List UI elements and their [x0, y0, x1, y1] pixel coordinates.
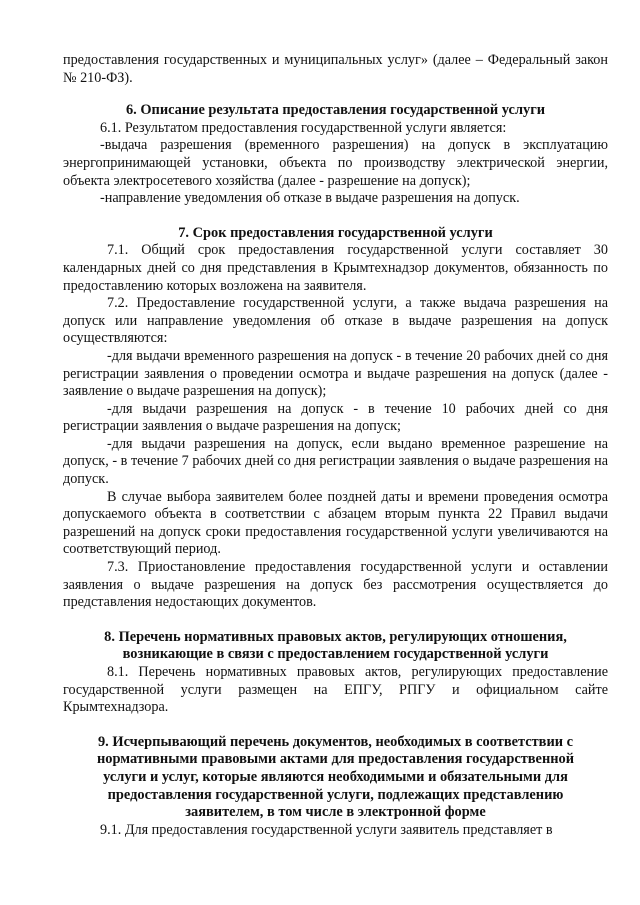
section-7-paragraph-7: 7.3. Приостановление предоставления государственной услуги и оставлении заявления о выдаче разрешения на допуск без рассмотрения осуществляется до представления недостающих документов. [63, 559, 608, 611]
section-7-paragraph-2: 7.2. Предоставление государственной услуги, а также выдача разрешения на допуск или направление уведомления об отказе в выдаче разрешения на допуск осуществляются: [63, 295, 608, 347]
document-page [63, 52, 608, 839]
section-9-paragraph-1: 9.1. Для предоставления государственной услуги заявитель представляет в [100, 821, 553, 838]
section-8 [63, 629, 608, 717]
section-6-paragraph-2: -выдача разрешения (временного разрешения) на допуск в эксплуатацию энергопринимающей установки, объекта по производству электрической энергии, объекта электросетевого хозяйства (далее - разрешение на допуск); [63, 137, 608, 189]
section-7-paragraph-5: -для выдачи разрешения на допуск, если выдано временное разрешение на допуск, - в течение 7 рабочих дней со дня регистрации заявления о выдаче разрешения на допуск. [63, 435, 608, 488]
section-7-paragraph-4: -для выдачи разрешения на допуск - в течение 10 рабочих дней со дня регистрации заявления о выдаче разрешения на допуск; [63, 400, 608, 435]
intro-paragraph: предоставления государственных и муниципальных услуг» (далее – Федеральный закон № 210-ФЗ). [63, 52, 608, 86]
section-7-paragraph-6: В случае выбора заявителем более поздней даты и времени проведения осмотра допускаемого объекта в соответствии с абзацем вторым пункта 22 Правил выдачи разрешений на допуск сроки предоставления государственной услуги увеличиваются на соответствующий период. [63, 488, 608, 558]
section-6-heading: 6. Описание результата предоставления государственной услуги [125, 102, 546, 119]
section-8-paragraph-1: 8.1. Перечень нормативных правовых актов, регулирующих предоставление государственной услуги размещен на ЕПГУ, РПГУ и официальном сайте Крымтехнадзора. [63, 664, 608, 716]
section-8-heading-line-2: возникающие в связи с предоставлением государственной услуги [122, 646, 549, 663]
section-7-paragraph-3: -для выдачи временного разрешения на допуск - в течение 20 рабочих дней со дня регистрации заявления о проведении осмотра и выдаче разрешения на допуск (далее - заявление о выдаче разрешения на допуск); [63, 347, 608, 400]
section-9-heading-line-1: 9. Исчерпывающий перечень документов, необходимых в соответствии с [97, 733, 574, 750]
section-7-heading: 7. Срок предоставления государственной услуги [178, 224, 493, 241]
section-9-heading-line-5: заявителем, в том числе в электронной форме [185, 804, 486, 821]
section-9-heading-line-3: услуги и услуг, которые являются необходимыми и обязательными для [103, 768, 568, 785]
section-6-paragraph-3: -направление уведомления об отказе в выдаче разрешения на допуск. [100, 190, 520, 207]
section-8-heading-line-1: 8. Перечень нормативных правовых актов, регулирующих отношения, [104, 628, 567, 645]
section-7 [63, 225, 608, 612]
section-9 [63, 734, 608, 840]
section-7-paragraph-1: 7.1. Общий срок предоставления государственной услуги составляет 30 календарных дней со дня представления в Крымтехнадзор документов, обязанность по предоставлению которых возложена на заявителя. [63, 242, 608, 294]
section-9-heading-line-4: предоставления государственной услуги, подлежащих представлению [107, 786, 564, 803]
section-9-heading-line-2: нормативными правовыми актами для предоставления государственной [96, 751, 575, 768]
section-6-paragraph-1: 6.1. Результатом предоставления государственной услуги является: [100, 119, 507, 136]
section-6 [63, 102, 608, 208]
